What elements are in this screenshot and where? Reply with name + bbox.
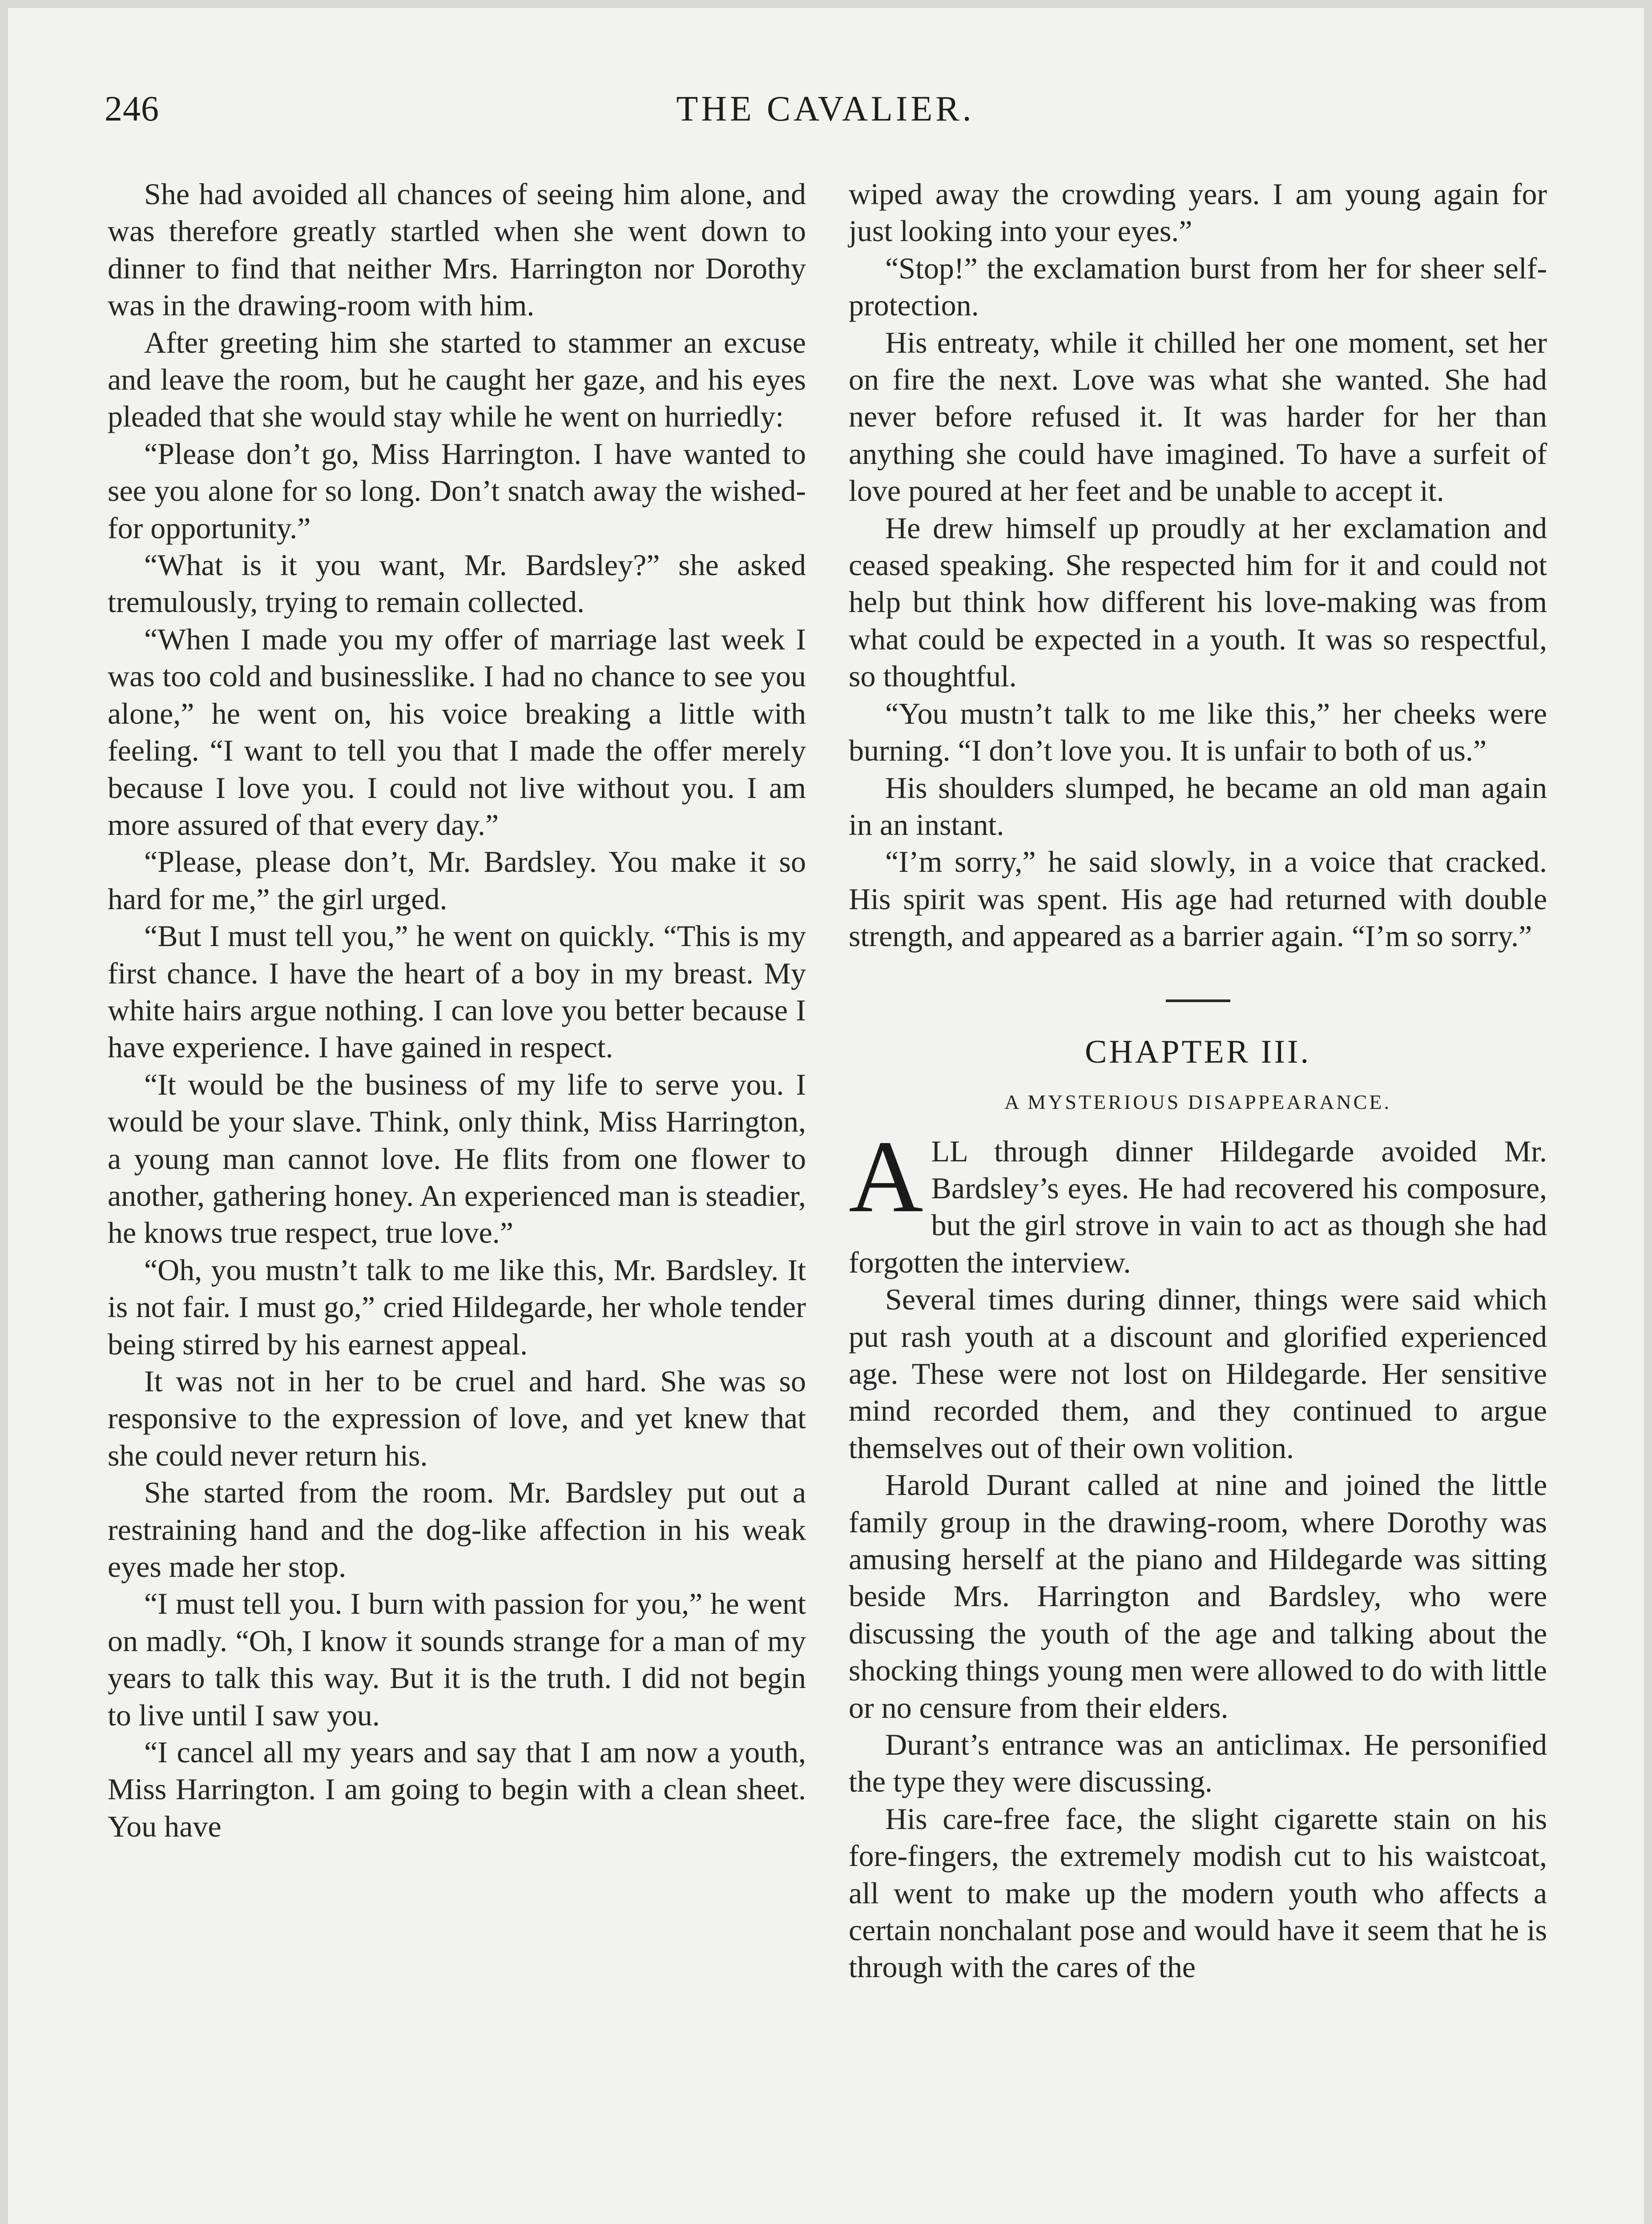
- paragraph: “Please, please don’t, Mr. Bardsley. You make it so hard for me,” the girl urged.: [108, 845, 806, 916]
- paragraph: It was not in her to be cruel and hard. She was so responsive to the expression of love, and yet knew that she could never return his.: [108, 1364, 806, 1472]
- paragraph-continued: wiped away the crowding years. I am young again for just looking into your eyes.”: [849, 177, 1547, 248]
- paragraph: “But I must tell you,” he went on quickly. “This is my first chance. I have the heart of a boy in my breast. My white hairs argue nothing. I can love you better because I have experience. I have gained in respect.: [108, 919, 806, 1064]
- paragraph: His entreaty, while it chilled her one moment, set her on fire the next. Love was what she wanted. She had never before refused it. It was harder for her than anything she could have imagined. To have a surfeit of love poured at her feet and be unable to accept it.: [849, 325, 1547, 508]
- paragraph: “What is it you want, Mr. Bardsley?” she asked tremulously, trying to remain collected.: [108, 548, 806, 619]
- paragraph: “You mustn’t talk to me like this,” her cheeks were burning. “I don’t love you. It is unfair to both of us.”: [849, 696, 1547, 768]
- page-header: [105, 89, 1546, 142]
- chapter-subtitle: A MYSTERIOUS DISAPPEARANCE.: [1004, 1090, 1391, 1113]
- chapter-opening-text: LL through dinner Hildegarde avoided Mr. Bardsley’s eyes. He had recovered his composure, but the girl strove in vain to act as though she had forgotten the interview.: [849, 1134, 1547, 1279]
- paragraph: Durant’s entrance was an anticlimax. He personified the type they were discussing.: [849, 1728, 1547, 1799]
- running-title: THE CAVALIER.: [676, 89, 975, 129]
- right-column: [849, 176, 1547, 1986]
- paragraph: “Please don’t go, Miss Harrington. I have wanted to see you alone for so long. Don’t snatch away the wished-for opportunity.”: [108, 436, 806, 545]
- paragraph: She had avoided all chances of seeing him alone, and was therefore greatly startled when she went down to dinner to find that neither Mrs. Harrington nor Dorothy was in the drawing-room with him.: [108, 177, 806, 322]
- paragraph: She started from the room. Mr. Bardsley put out a restraining hand and the dog-like affection in his weak eyes made her stop.: [108, 1475, 806, 1584]
- paragraph: Several times during dinner, things were said which put rash youth at a discount and glorified experienced age. These were not lost on Hildegarde. Her sensitive mind recorded them, and they continued to argue themselves out of their own volition.: [849, 1282, 1547, 1465]
- paragraph: “Stop!” the exclamation burst from her for sheer self-protection.: [849, 251, 1547, 322]
- paragraph: He drew himself up proudly at her exclamation and ceased speaking. She respected him for it and could not help but think how different his love-making was from what could be expected in a youth. It was so respectful, so thoughtful.: [849, 511, 1547, 693]
- left-column: [108, 176, 806, 1845]
- paragraph: “Oh, you mustn’t talk to me like this, Mr. Bardsley. It is not fair. I must go,” cried Hildegarde, her whole tender being stirred by his earnest appeal.: [108, 1253, 806, 1361]
- section-divider: [1166, 999, 1230, 1002]
- drop-cap: A: [849, 1119, 923, 1234]
- paragraph: “When I made you my offer of marriage last week I was too cold and businesslike. I had no chance to see you alone,” he went on, his voice breaking a little with feeling. “I want to tell you that I made the offer merely because I love you. I could not live without you. I am more assured of that every day.”: [108, 622, 806, 842]
- paragraph: His shoulders slumped, he became an old man again in an instant.: [849, 770, 1547, 842]
- chapter-title: CHAPTER III.: [1084, 1033, 1311, 1070]
- paragraph: “It would be the business of my life to serve you. I would be your slave. Think, only think, Miss Harrington, a young man cannot love. He flits from one flower to another, gathering honey. An experienced man is steadier, he knows true respect, true love.”: [108, 1067, 806, 1250]
- page-number: 246: [105, 89, 159, 129]
- paragraph: “I cancel all my years and say that I am now a youth, Miss Harrington. I am going to begin with a clean sheet. You have: [108, 1735, 806, 1843]
- paragraph: After greeting him she started to stammer an excuse and leave the room, but he caught her gaze, and his eyes pleaded that she would stay while he went on hurriedly:: [108, 325, 806, 434]
- chapter-opening-paragraph: [849, 1119, 1547, 1281]
- paragraph: Harold Durant called at nine and joined the little family group in the drawing-room, where Dorothy was amusing herself at the piano and Hildegarde was sitting beside Mrs. Harrington and Bardsley, who were discussing the youth of the age and talking about the shocking things young men were allowed to do with little or no censure from their elders.: [849, 1468, 1547, 1724]
- paragraph: His care-free face, the slight cigarette stain on his fore-fingers, the extremely modish cut to his waistcoat, all went to make up the modern youth who affects a certain nonchalant pose and would have it seem that he is through with the cares of the: [849, 1801, 1547, 1984]
- paragraph: “I’m sorry,” he said slowly, in a voice that cracked. His spirit was spent. His age had returned with double strength, and appeared as a barrier again. “I’m so sorry.”: [849, 845, 1547, 953]
- paragraph: “I must tell you. I burn with passion for you,” he went on madly. “Oh, I know it sounds strange for a man of my years to talk this way. But it is the truth. I did not begin to live until I saw you.: [108, 1587, 806, 1732]
